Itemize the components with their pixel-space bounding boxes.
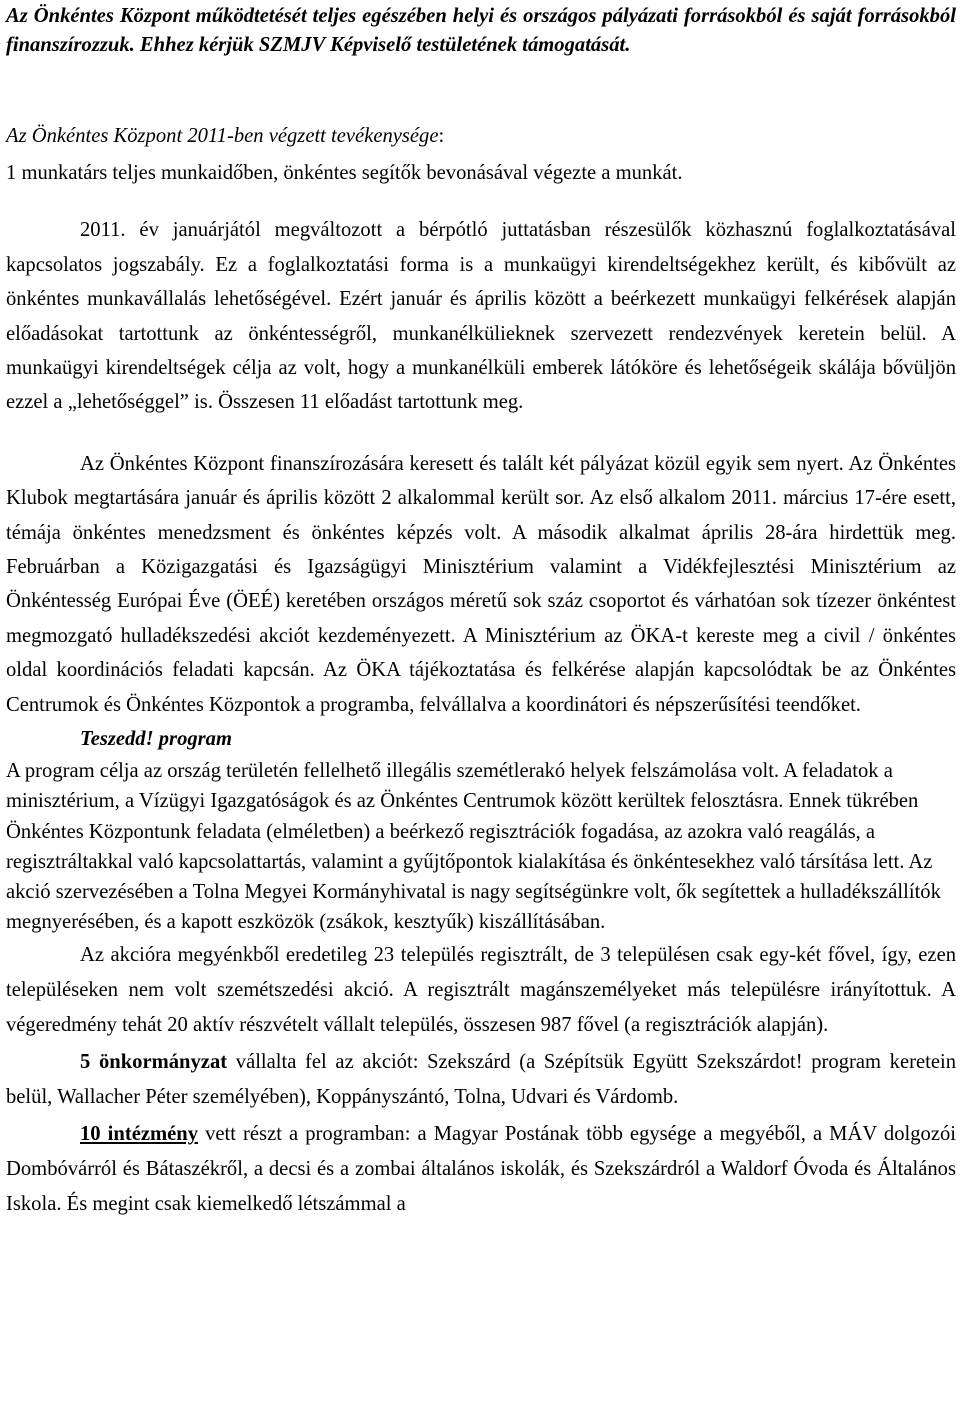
settlements-paragraph: Az akcióra megyénkből eredetileg 23 település regisztrált, de 3 településen csak egy-két fővel, így, ezen településeken nem volt szemétszedési akció. A regisztrált magánszemélyeket más településre irányítottuk. A végeredmény tehát 20 aktív részvételt vállalt település, összesen 987 fővel (a regisztrációk alapján). xyxy=(6,944,956,1037)
activity-heading-colon: : xyxy=(438,125,445,147)
program-paragraph: A program célja az ország területén fellelhető illegális szemétlerakó helyek felszámolása volt. A feladatok a minisztérium, a Vízügyi Igazgatóságok és az Önkéntes Centrumok között kerültek felosztásra. Ennek tükrében Önkéntes Központunk feladata (elméletben) a beérkező regisztrációk fogadása, az azokra való reagálás, a regisztráltakkal való kapcsolattartás, valamint a gyűjtőpontok kialakítása és önkéntesekhez való társítása lett. Az akció szervezésében a Tolna Megyei Kormányhivatal is nagy segítségünkre volt, ők segítettek a hulladékszállítók megnyerésében, és a kapott eszközök (zsákok, kesztyűk) kiszállításában. xyxy=(6,760,941,934)
activity-heading xyxy=(6,119,956,154)
municipalities-count: 5 önkormányzat xyxy=(80,1051,228,1074)
institutions-text: vett részt a programban: a Magyar Postának több egysége a megyéből, a MÁV dolgozói Dombóvárról és Bátaszékről, a decsi és a zombai általános iskolák, és Szekszárdról a Waldorf Óvoda és Általános Iskola. És megint csak kiemelkedő létszámmal a xyxy=(6,1123,956,1216)
institutions-paragraph xyxy=(6,1117,956,1222)
intro-paragraph: Az Önkéntes Központ működtetését teljes egészében helyi és országos pályázati forrásokból és saját forrásokból finanszírozzuk. Ehhez kérjük SZMJV Képviselő testületének támogatását. xyxy=(6,5,956,56)
municipalities-paragraph xyxy=(6,1045,956,1115)
document-page xyxy=(6,0,956,1222)
activity-heading-text: Az Önkéntes Központ 2011-ben végzett tevékenysége xyxy=(6,125,439,147)
municipalities-text: vállalta fel az akciót: Szekszárd (a Szépítsük Együtt Szekszárdot! program keretein belül, Wallacher Péter személyében), Koppányszántó, Tolna, Udvari és Várdomb. xyxy=(6,1051,956,1109)
program-heading: Teszedd! program xyxy=(80,728,232,751)
institutions-count xyxy=(80,1123,198,1145)
funding-paragraph: Az Önkéntes Központ finanszírozására keresett és talált két pályázat közül egyik sem nyert. Az Önkéntes Klubok megtartására január és április között 2 alkalommal került sor. Az első alkalom 2011. március 17-ére esett, témája önkéntes menedzsment és önkéntes képzés volt. A második alkalmat április 28-ára hirdettük meg. Februárban a Közigazgatási és Igazságügyi Minisztérium valamint a Vidékfejlesztési Minisztérium az Önkéntesség Európai Éve (ÖEÉ) keretében országos méretű sok száz csoportot és várhatóan sok tízezer önkéntest megmozgató hulladékszedési akciót kezdeményezett. A Minisztérium az ÖKA-t kereste meg a civil / önkéntes oldal koordinációs feladati kapcsán. Az ÖKA tájékoztatása és felkérése alapján kapcsolódtak be az Önkéntes Centrumok és Önkéntes Központok a programba, felvállalva a koordinátori és népszerűsítési teendőket. xyxy=(6,452,956,716)
regulation-paragraph: 2011. év januárjától megváltozott a bérpótló juttatásban részesülők közhasznú foglalkoztatásával kapcsolatos jogszabály. Ez a foglalkoztatási forma is a munkaügyi kirendeltségekhez került, és kibővült az önkéntes munkavállalás lehetőségével. Ezért január és április között a beérkezett munkaügyi felkérések alapján előadásokat tartottunk az önkéntességről, munkanélkülieknek szervezett rendezvények keretein belül. A munkaügyi kirendeltségek célja az volt, hogy a munkanélküli emberek látóköre és lehetőségeik skálája bővüljön ezzel a „lehetőséggel” is. Összesen 11 előadást tartottunk meg. xyxy=(6,219,956,414)
staffing-paragraph: 1 munkatárs teljes munkaidőben, önkéntes segítők bevonásával végezte a munkát. xyxy=(6,162,683,184)
institutions-count-text: 10 intézmény xyxy=(80,1123,199,1146)
